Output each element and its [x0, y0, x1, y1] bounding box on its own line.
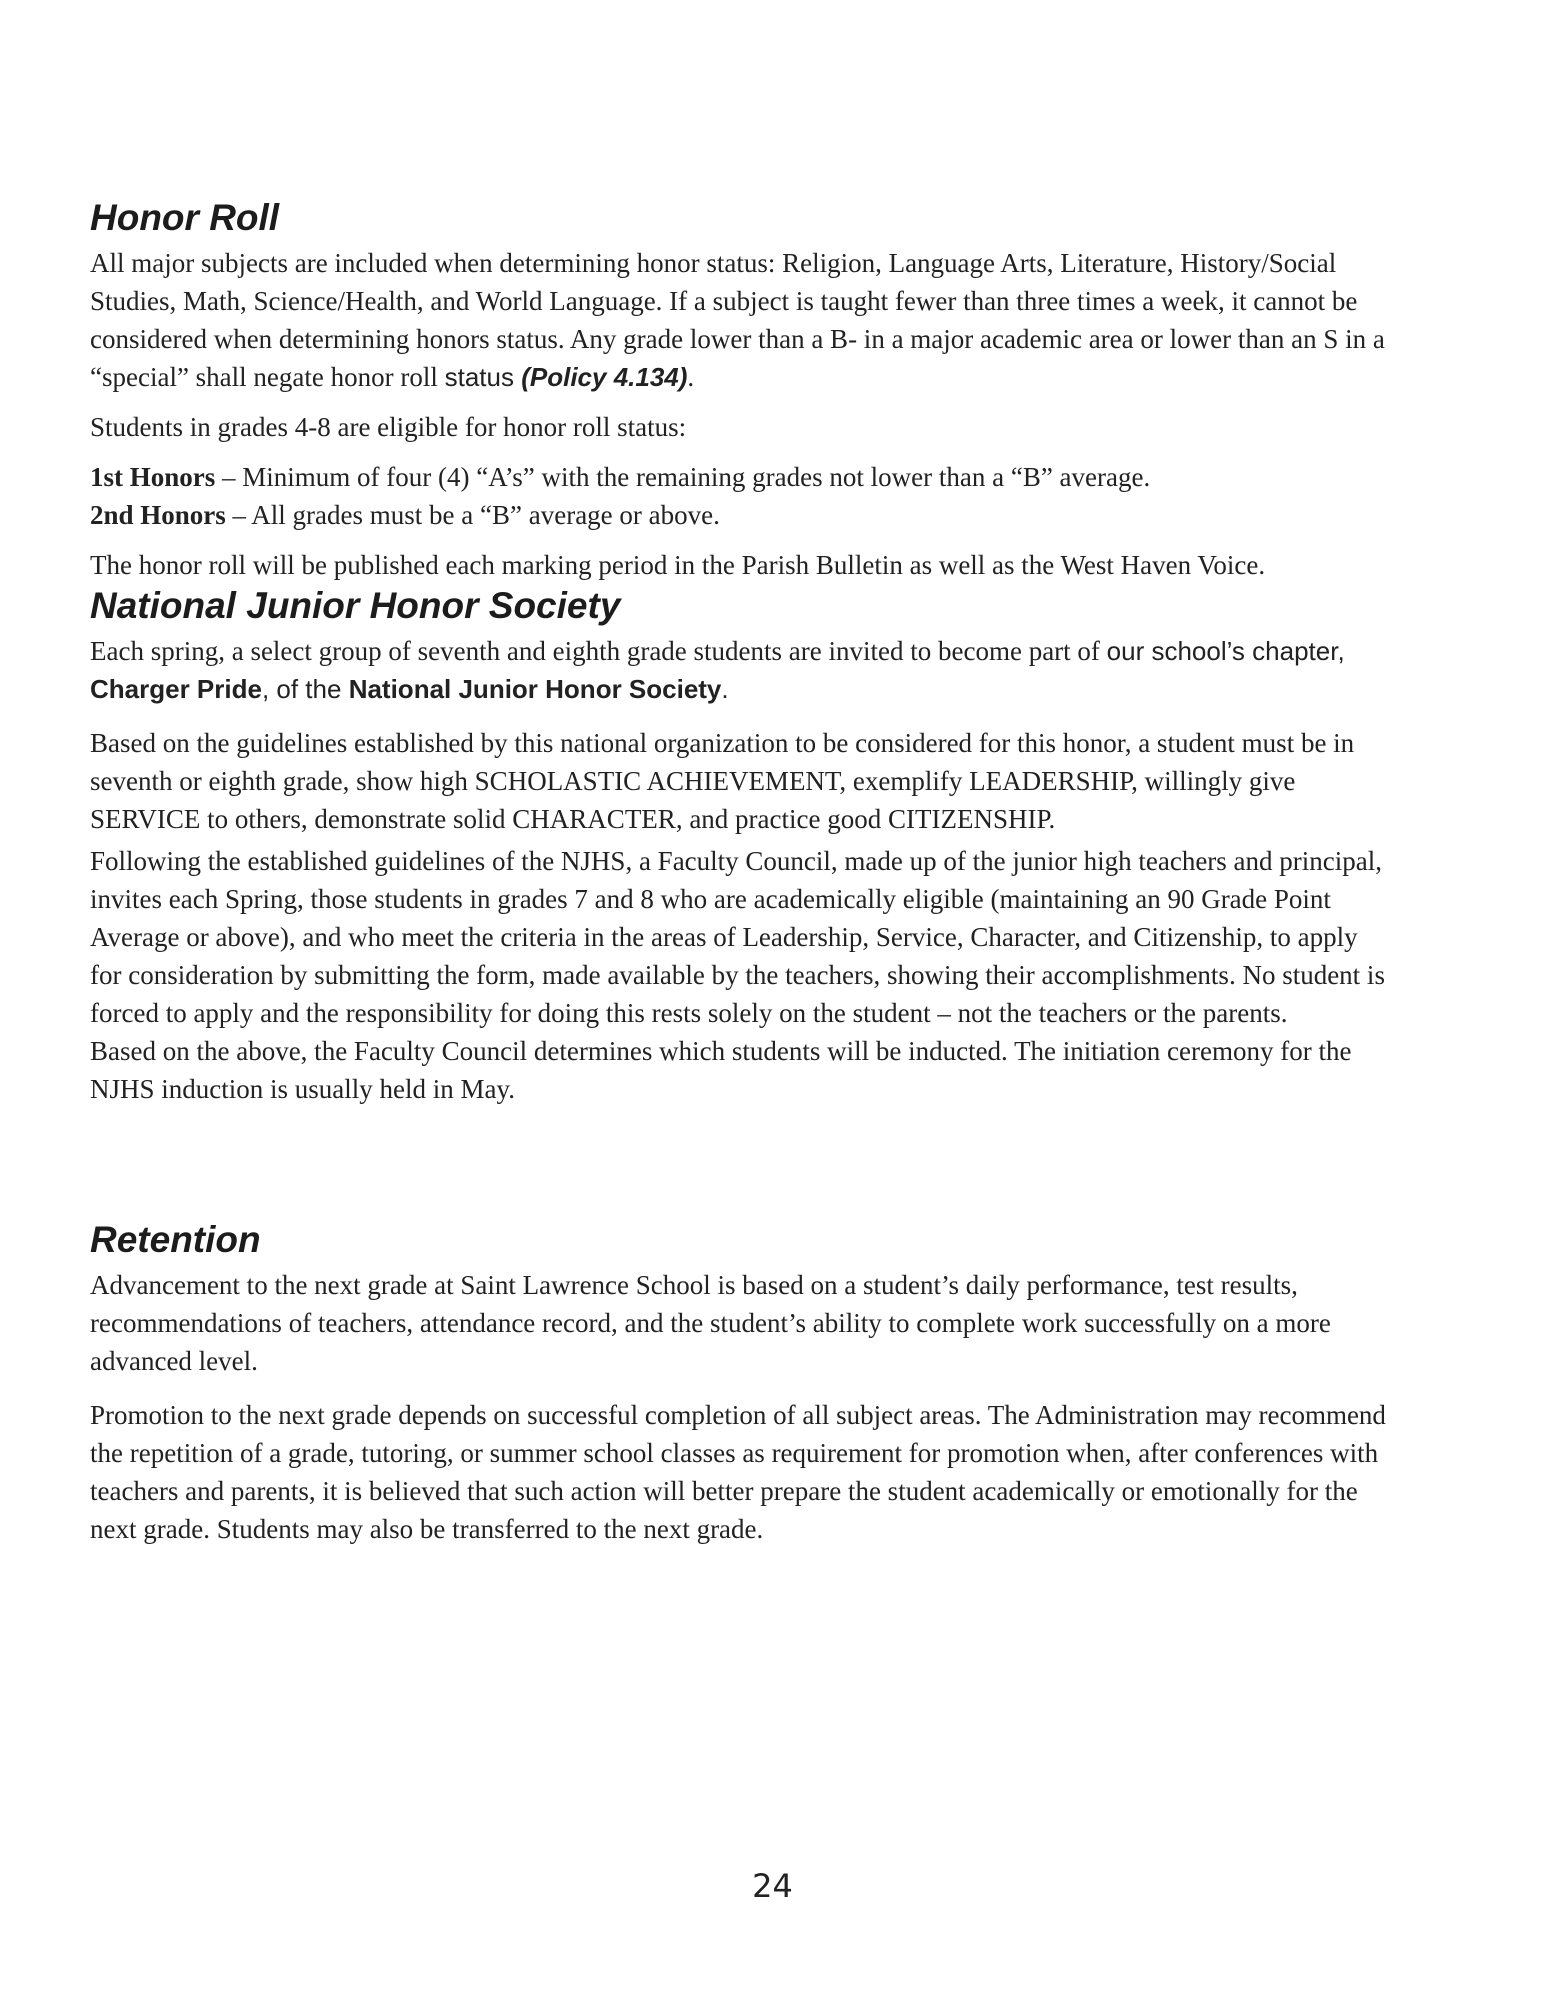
honor-roll-paragraph-1	[90, 244, 1390, 396]
honor-roll-p1-text: All major subjects are included when determining honor status: Religion, Language Arts, Literature, History/Social Studies, Math, Science/Health, and World Language. If a subject is taught fewer than three times a week, it cannot be considered when determining honors status. Any grade lower than a B- in a major academic area or lower than an S in a “special” shall negate honor roll	[90, 248, 1385, 392]
njhs-p1-prefix: our school’s chapter,	[1106, 636, 1345, 666]
retention-paragraph-1: Advancement to the next grade at Saint Lawrence School is based on a student’s daily performance, test results, recommendations of teachers, attendance record, and the student’s ability to complete work successfully on a more advanced level.	[90, 1270, 1331, 1376]
honor-roll-p1-end: .	[687, 362, 695, 392]
honor-roll-p1-status: status	[444, 362, 522, 392]
page-content	[90, 196, 1390, 1548]
first-honors-text: – Minimum of four (4) “A’s” with the remaining grades not lower than a “B” average.	[215, 462, 1151, 492]
njhs-p1-line1: Each spring, a select group of seventh and eighth grade students are invited to become part of	[90, 636, 1100, 666]
njhs-heading: National Junior Honor Society	[90, 585, 621, 626]
njhs-paragraph-1	[90, 632, 1390, 708]
society-name: National Junior Honor Society	[348, 674, 722, 704]
second-honors-text: – All grades must be a “B” average or above.	[225, 500, 720, 530]
retention-paragraph-2: Promotion to the next grade depends on successful completion of all subject areas. The Administration may recommend the repetition of a grade, tutoring, or summer school classes as requirement for promotion when, after conferences with teachers and parents, it is believed that such action will better prepare the student academically or emotionally for the next grade. Students may also be transferred to the next grade.	[90, 1400, 1386, 1544]
retention-heading: Retention	[90, 1219, 261, 1260]
chapter-name: Charger Pride	[90, 674, 262, 704]
page-number: 24	[752, 1867, 793, 1905]
honor-roll-paragraph-2: Students in grades 4-8 are eligible for honor roll status:	[90, 412, 687, 442]
njhs-paragraph-3: Following the established guidelines of the NJHS, a Faculty Council, made up of the junior high teachers and principal, invites each Spring, those students in grades 7 and 8 who are academically eligible (maintaining an 90 Grade Point Average or above), and who meet the criteria in the areas of Leadership, Service, Character, and Citizenship, to apply for consideration by submitting the form, made available by the teachers, showing their accomplishments. No student is forced to apply and the responsibility for doing this rests solely on the student – not the teachers or the parents.	[90, 846, 1385, 1028]
first-honors-label: 1st Honors	[90, 462, 216, 492]
njhs-paragraph-4: Based on the above, the Faculty Council determines which students will be inducted. The initiation ceremony for the NJHS induction is usually held in May.	[90, 1036, 1352, 1104]
honor-roll-paragraph-3: The honor roll will be published each marking period in the Parish Bulletin as well as the West Haven Voice.	[90, 550, 1266, 580]
njhs-p1-end: .	[721, 674, 729, 704]
njhs-p1-mid: , of the	[261, 674, 349, 704]
njhs-paragraph-2: Based on the guidelines established by this national organization to be considered for this honor, a student must be in seventh or eighth grade, show high SCHOLASTIC ACHIEVEMENT, exemplify LEADERSHIP, willingly give SERVICE to others, demonstrate solid CHARACTER, and practice good CITIZENSHIP.	[90, 728, 1355, 834]
policy-reference: (Policy 4.134)	[521, 362, 688, 392]
first-honors-line	[90, 458, 1390, 496]
second-honors-line	[90, 496, 1390, 534]
honor-roll-heading: Honor Roll	[90, 197, 280, 238]
second-honors-label: 2nd Honors	[90, 500, 226, 530]
